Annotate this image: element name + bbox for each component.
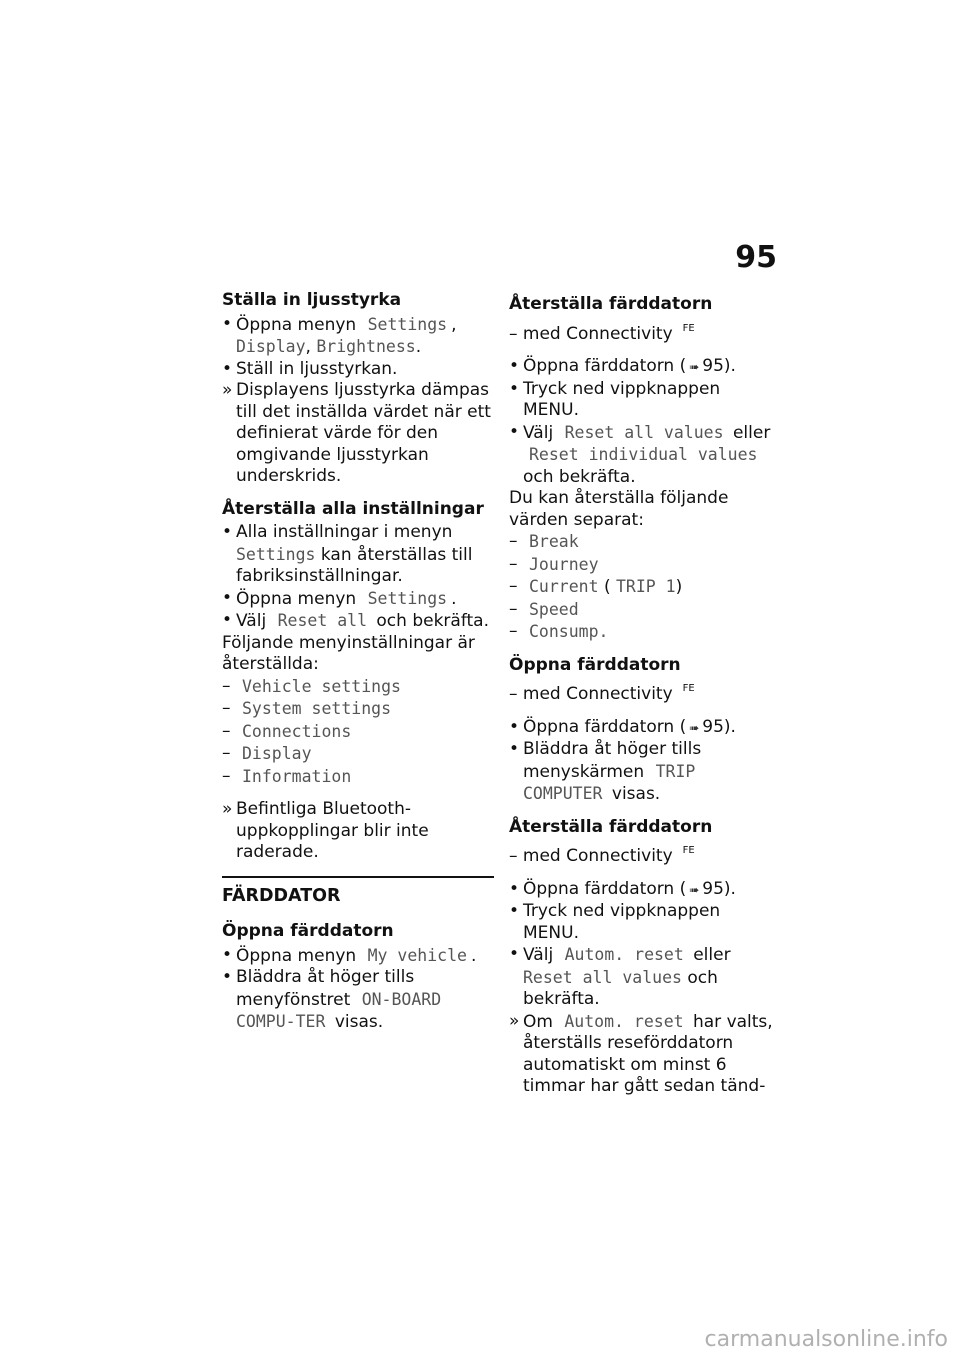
menu-path: Reset all values xyxy=(523,967,682,987)
paragraph: Följande menyinställningar är återställda: xyxy=(222,632,475,674)
list-item: – Current ( TRIP 1) xyxy=(509,576,683,597)
list-item: – Break xyxy=(509,531,579,551)
subheading: – med Connectivity $^{FE}$ xyxy=(509,845,695,866)
section-title: FÄRDDATOR xyxy=(222,885,341,906)
menu-path: TRIP COMPUTER xyxy=(523,761,696,803)
bullet-item: • Öppna menyn Settings . xyxy=(222,587,457,609)
list-item: – Connections xyxy=(222,720,352,741)
list-item: – Speed xyxy=(509,598,579,619)
subheading: – med Connectivity $^{FE}$ xyxy=(509,322,695,344)
bullet-item: • Bläddra åt höger tills menyskärmen TRIP COMPUTER visas. xyxy=(509,739,702,804)
list-item: – Information xyxy=(222,765,352,786)
list-item: – Consump. xyxy=(509,621,609,641)
heading-reset-trip: Återställa färddatorn xyxy=(509,294,713,314)
bullet-item: • Öppna menyn My vehicle . xyxy=(222,944,477,966)
result-icon: » xyxy=(222,380,233,400)
bullet-item: • Tryck ned vippknappen MENU. xyxy=(509,378,721,420)
bullet-item: • Välj Reset all values eller Reset individual values och bekräfta. xyxy=(509,421,771,487)
heading-open-trip: Öppna färddatorn xyxy=(509,654,681,675)
result-icon: » xyxy=(509,1010,520,1031)
page-number: 95 xyxy=(735,240,777,275)
list-item: – System settings xyxy=(222,698,392,718)
bullet-item: • Öppna menyn Settings , Display, Brightness. xyxy=(222,313,457,357)
bullet-item: • Öppna färddatorn ( ➠ 95). xyxy=(509,356,781,379)
heading-reset-trip: Återställa färddatorn xyxy=(509,816,713,837)
result-icon: » xyxy=(222,799,233,819)
bullet-item: • Öppna färddatorn ( ➠ 95). xyxy=(509,717,781,740)
list-item: – Vehicle settings xyxy=(222,675,401,696)
menu-path: Reset all xyxy=(277,611,367,630)
bullet-item: • Alla inställningar i menyn Settings kan återställas till fabriksinställningar. xyxy=(222,522,473,586)
menu-path: Settings xyxy=(367,314,448,334)
menu-path: Autom. reset xyxy=(564,1011,684,1031)
heading-reset-all: Återställa alla inställningar xyxy=(222,498,484,519)
list-item: – Display xyxy=(222,743,312,763)
heading-brightness: Ställa in ljusstyrka xyxy=(222,290,402,310)
result-item: » Displayens ljusstyrka dämpas till det inställda värdet när ett definierat värde för den omgivande ljusstyrkan underskrids. xyxy=(222,380,491,486)
watermark: carmanualsonline.info xyxy=(704,1327,948,1352)
subheading: – med Connectivity $^{FE}$ xyxy=(509,683,695,704)
bullet-item: • Tryck ned vippknappen MENU. xyxy=(509,901,721,943)
menu-path: Settings xyxy=(367,588,448,608)
page-ref-arrow-icon: ➠ xyxy=(689,720,700,735)
menu-path: Autom. reset xyxy=(564,945,684,964)
list-item: – Journey xyxy=(509,553,599,574)
paragraph: Du kan återställa följande värden separat: xyxy=(509,488,729,530)
bullet-item: • Öppna färddatorn ( ➠ 95). xyxy=(509,879,781,902)
bullet-item: • Välj Autom. reset eller Reset all values och bekräfta. xyxy=(509,944,731,1009)
menu-path: Brightness xyxy=(316,337,416,356)
right-column xyxy=(509,294,781,1098)
menu-path: My vehicle xyxy=(367,945,467,965)
menu-path: ON-BOARD COMPU-TER xyxy=(236,989,442,1031)
menu-path: Display xyxy=(236,337,306,356)
menu-path: Reset individual values xyxy=(529,445,758,464)
menu-path: Reset all values xyxy=(564,422,724,442)
bullet-item: • Välj Reset all och bekräfta. xyxy=(222,610,490,631)
page-ref-arrow-icon: ➠ xyxy=(689,360,700,374)
result-item: » Befintliga Bluetooth-uppkopplingar blir inte raderade. xyxy=(222,799,429,862)
page-ref-arrow-icon: ➠ xyxy=(689,882,700,897)
bullet-item: • Ställ in ljusstyrkan. xyxy=(222,358,398,379)
section-divider xyxy=(222,876,494,878)
bullet-item: • Bläddra åt höger tills menyfönstret ON-BOARD COMPU-TER visas. xyxy=(222,967,442,1032)
left-column xyxy=(222,290,494,1034)
heading-open-trip: Öppna färddatorn xyxy=(222,921,394,941)
result-item: » Om Autom. reset har valts, återställs reseförddatorn automatiskt om minst 6 timmar har gått sedan tänd- xyxy=(509,1010,773,1096)
menu-path: Settings xyxy=(236,544,316,564)
